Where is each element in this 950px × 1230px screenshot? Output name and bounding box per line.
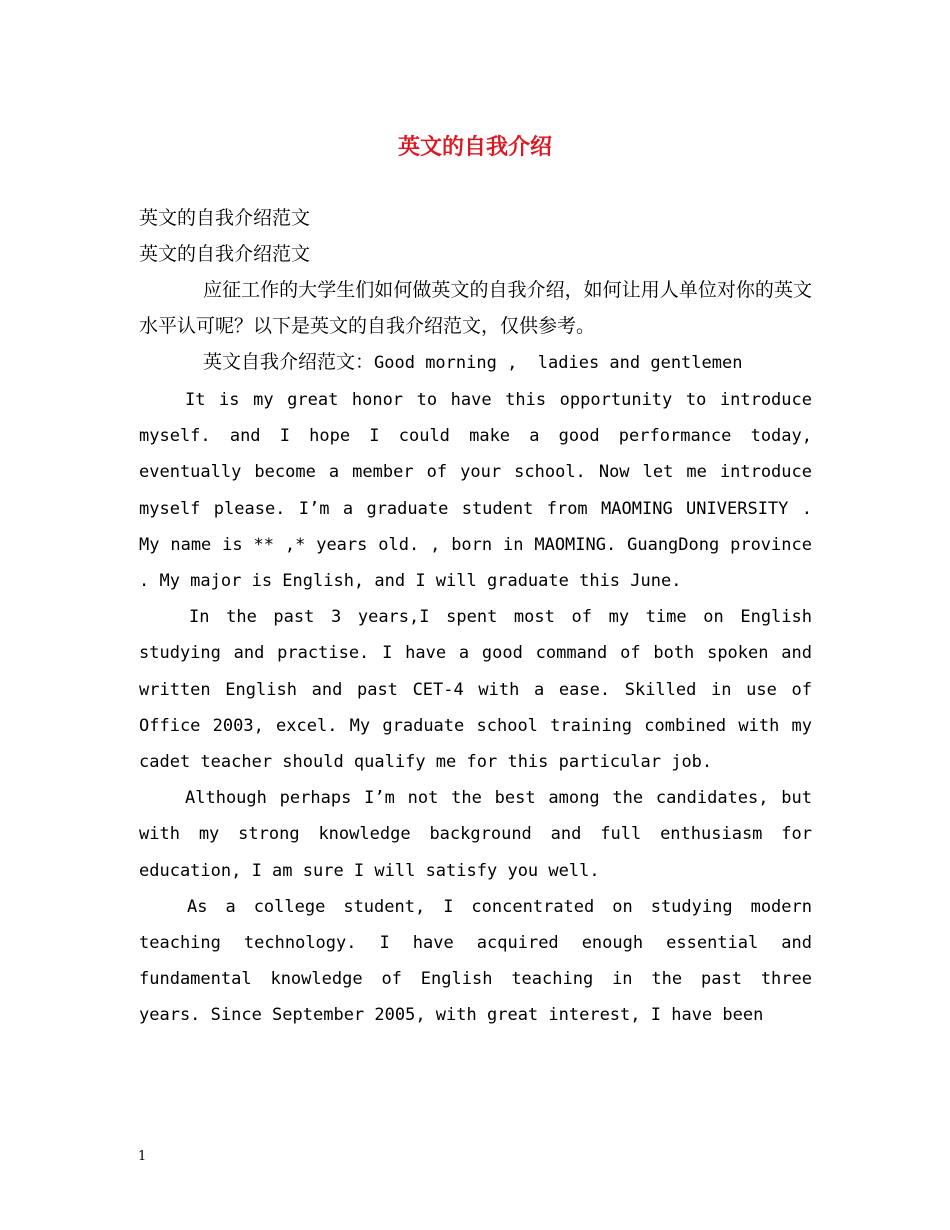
body-paragraph: Although perhaps I’m not the best among the candidates, but with my strong knowledge background and full enthusiasm for education, I am sure I will satisfy you well. xyxy=(139,788,812,881)
body-paragraph: It is my great honor to have this opportunity to introduce myself. and I hope I could make a good performance today, eventually become a member of your school. Now let me introduce myself please. I’m a graduate student from MAOMING UNIVERSITY . My name is ** ,* years old. , born in MAOMING. GuangDong province . My major is English, and I will graduate this June. xyxy=(139,390,812,592)
body-paragraph: As a college student, I concentrated on studying modern teaching technology. I have acquired enough essential and fundamental knowledge of English teaching in the past three years. Since September 2005, with great interest, I have been xyxy=(139,896,812,1026)
heading-line: 英文的自我介绍范文 xyxy=(139,207,311,229)
greeting-text: Good morning , ladies and gentlemen xyxy=(374,353,743,373)
sample-label: 英文自我介绍范文： xyxy=(203,351,375,373)
sample-greeting-line xyxy=(139,344,812,382)
heading-line: 英文的自我介绍范文 xyxy=(139,243,311,265)
body-paragraph: In the past 3 years,I spent most of my time on English studying and practise. I have a good command of both spoken and written English and past CET-4 with a ease. Skilled in use of Office 2003, excel. My graduate school training combined with my cadet teacher should qualify me for this particular job. xyxy=(139,607,812,773)
document-body xyxy=(139,200,812,1034)
document-title: 英文的自我介绍 xyxy=(397,134,552,160)
intro-paragraph: 应征工作的大学生们如何做英文的自我介绍，如何让用人单位对你的英文水平认可呢？以下是英文的自我介绍范文，仅供参考。 xyxy=(139,279,812,337)
page-number: 1 xyxy=(138,1149,147,1164)
